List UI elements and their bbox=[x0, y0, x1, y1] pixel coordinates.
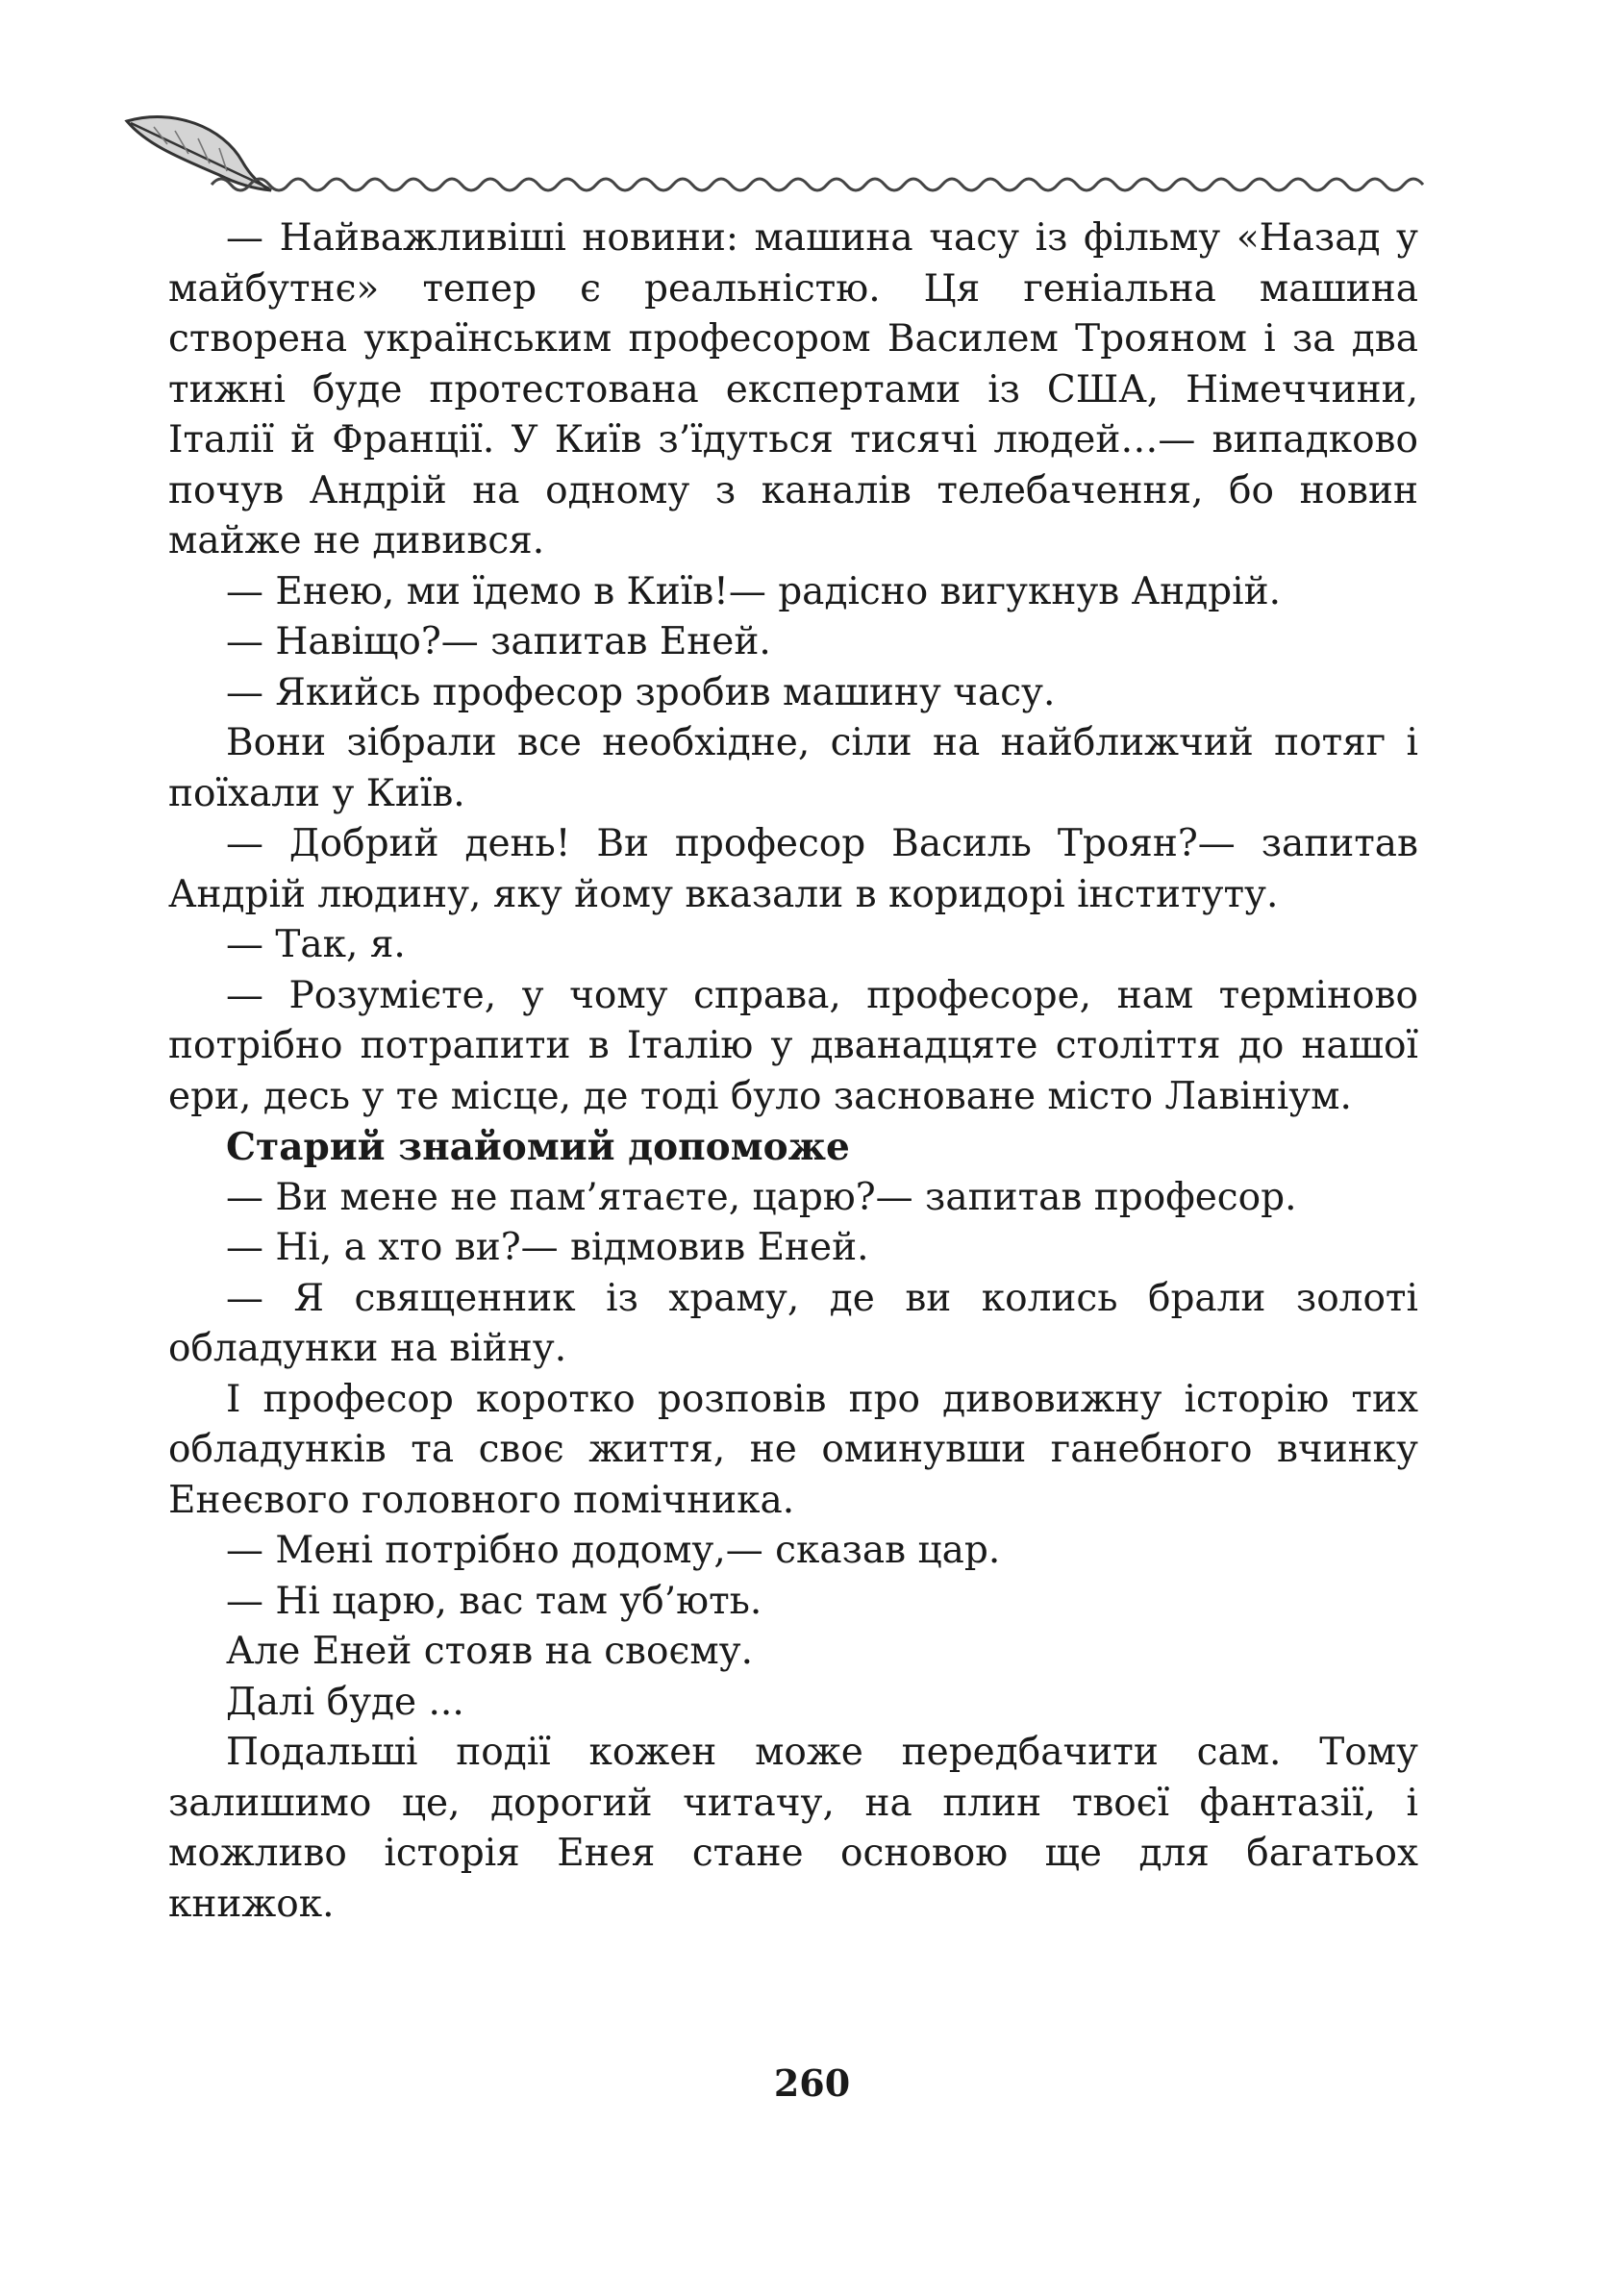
paragraph: — Розумієте, у чому справа, професоре, нам терміново потрібно потрапити в Італію у дванадцяте століття до нашої ери, десь у те місце, де тоді було засноване місто Лавініум. bbox=[168, 973, 1418, 1118]
paragraph: — Мені потрібно додому,— сказав цар. bbox=[226, 1529, 1001, 1572]
paragraph: — Навіщо?— запитав Еней. bbox=[226, 620, 771, 663]
paragraph: Далі буде ... bbox=[226, 1680, 464, 1724]
paragraph: — Я священник із храму, де ви колись брали золоті обладунки на війну. bbox=[168, 1276, 1418, 1370]
paragraph: — Якийсь професор зробив машину часу. bbox=[226, 670, 1056, 714]
header-ornament bbox=[115, 106, 1433, 197]
paragraph: І професор коротко розповів про дивовижну історію тих обладунків та своє життя, не оминувши ганебного вчинку Енеєвого головного помічника. bbox=[168, 1377, 1418, 1522]
paragraph: — Ви мене не пам’ятаєте, царю?— запитав професор. bbox=[226, 1175, 1297, 1219]
feather-quill-icon bbox=[127, 117, 271, 190]
paragraph: — Ні, а хто ви?— відмовив Еней. bbox=[226, 1226, 869, 1269]
paragraph: — Так, я. bbox=[226, 923, 406, 966]
paragraph: Але Еней стояв на своєму. bbox=[226, 1630, 754, 1673]
paragraph: Подальші події кожен може передбачити сам. Тому залишимо це, дорогий читачу, на плин твоєї фантазії, і можливо історія Енея стане основою ще для багатьох книжок. bbox=[168, 1731, 1418, 1926]
section-heading: Старий знайомий допоможе bbox=[226, 1125, 850, 1169]
paragraph: — Найважливіші новини: машина часу із фільму «Назад у майбутнє» тепер є реальністю. Ця геніальна машина створена українським професором Василем Трояном і за два тижні буде протестована експертами із США, Німеччини, Італії й Франції. У Київ з’їдуться тисячі людей…— випадково почув Андрій на одному з каналів телебачення, бо новин майже не дивився. bbox=[168, 216, 1418, 562]
paragraph: Вони зібрали все необхідне, сіли на найближчий потяг і поїхали у Київ. bbox=[168, 721, 1418, 815]
paragraph: — Ні царю, вас там уб’ють. bbox=[226, 1579, 762, 1623]
body-text bbox=[168, 213, 1418, 1930]
page-number: 260 bbox=[773, 2061, 851, 2105]
wavy-line bbox=[212, 179, 1423, 190]
paragraph: — Енею, ми їдемо в Київ!— радісно вигукнув Андрій. bbox=[226, 569, 1282, 613]
paragraph: — Добрий день! Ви професор Василь Троян?— запитав Андрій людину, яку йому вказали в коридорі інституту. bbox=[168, 822, 1418, 916]
